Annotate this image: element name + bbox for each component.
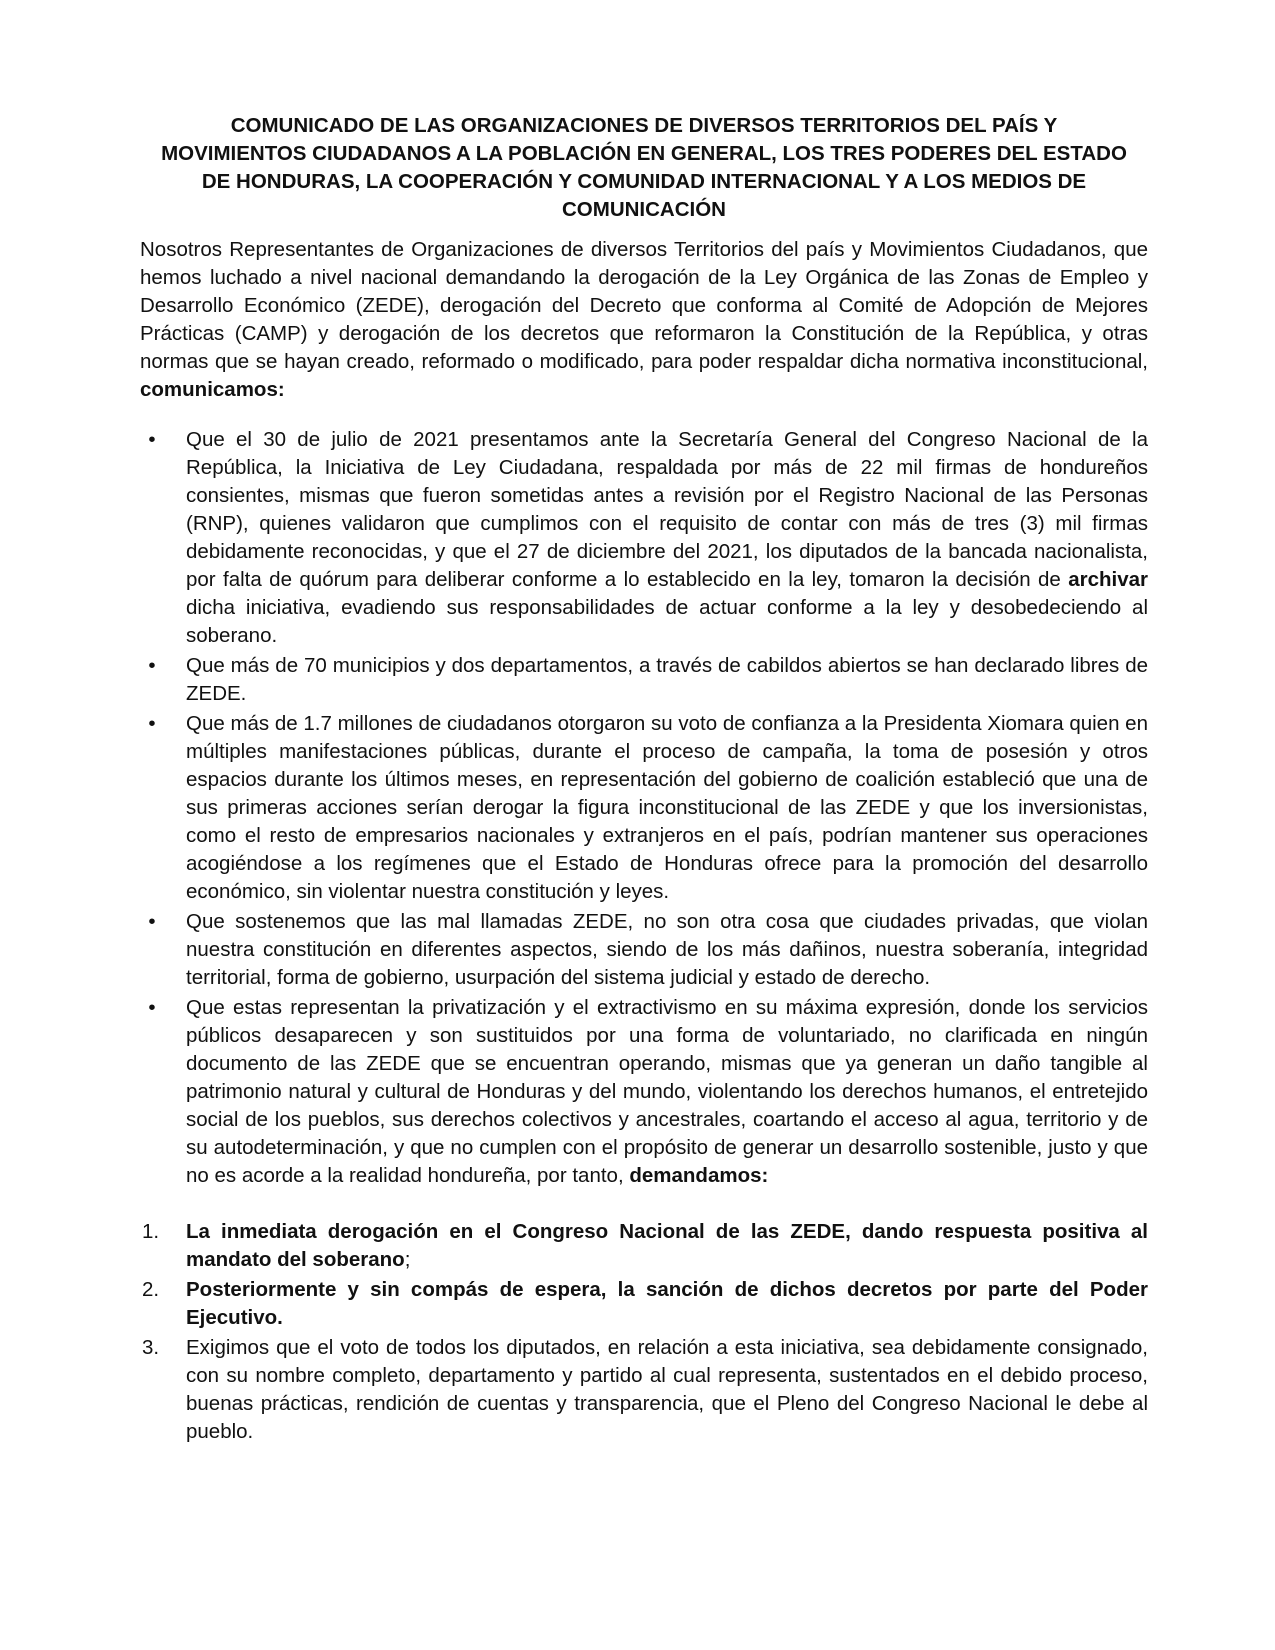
bullet-text: Que estas representan la privatización y el extractivismo en su máxima expresión, donde los servicios públicos desaparecen y son sustituidos por una forma de voluntariado, no clarificada en ningún documento de las ZEDE que se encuentran operando, mismas que ya generan un daño tangible al patrimonio natural y cultural de Honduras y del mundo, violentando los derechos humanos, el entretejido social de los pueblos, sus derechos colectivos y ancestrales, coartando el acceso al agua, territorio y de su autodeterminación, y que no cumplen con el propósito de generar un desarrollo sostenible, justo y que no es acorde a la realidad hondureña, por tanto, (186, 996, 1148, 1187)
bullet-marker: • (148, 996, 156, 1019)
bullet-bold: archivar (1068, 568, 1148, 591)
demand-number: 1. (142, 1220, 160, 1243)
demand-number: 2. (142, 1278, 160, 1301)
bullet-text: Que más de 1.7 millones de ciudadanos otorgaron su voto de confianza a la Presidenta Xiomara quien en múltiples manifestaciones públicas, durante el proceso de campaña, la toma de posesión y otros espacios durante los últimos meses, en representación del gobierno de coalición estableció que una de sus primeras acciones serían derogar la figura inconstitucional de las ZEDE y que los inversionistas, como el resto de empresarios nacionales y extranjeros en el país, podrían mantener sus operaciones acogiéndose a los regímenes que el Estado de Honduras ofrece para la promoción del desarrollo económico, sin violentar nuestra constitución y leyes. (186, 712, 1148, 903)
demand-bold: Posteriormente y sin compás de espera, la sanción de dichos decretos por parte del Poder Ejecutivo. (186, 1278, 1148, 1329)
bullet-marker: • (148, 428, 156, 451)
bullet-item (140, 652, 1148, 708)
bullet-marker: • (148, 712, 156, 735)
bullet-text: Que sostenemos que las mal llamadas ZEDE, no son otra cosa que ciudades privadas, que violan nuestra constitución en diferentes aspectos, siendo de los más dañinos, nuestra soberanía, integridad territorial, forma de gobierno, usurpación del sistema judicial y estado de derecho. (186, 910, 1148, 989)
bullet-text: Que más de 70 municipios y dos departamentos, a través de cabildos abiertos se han declarado libres de ZEDE. (186, 654, 1148, 705)
demand-bold: La inmediata derogación en el Congreso Nacional de las ZEDE, dando respuesta positiva al mandato del soberano (186, 1220, 1148, 1271)
document-page (140, 112, 1148, 1448)
demand-item (140, 1218, 1148, 1274)
bullet-item (140, 426, 1148, 650)
bullet-marker: • (148, 654, 156, 677)
bullet-list (140, 426, 1148, 1190)
demand-item (140, 1334, 1148, 1446)
demand-text: ; (404, 1248, 411, 1271)
bullet-marker: • (148, 910, 156, 933)
bullet-bold: demandamos: (629, 1164, 769, 1187)
intro-paragraph (140, 236, 1148, 404)
bullet-text: Que el 30 de julio de 2021 presentamos ante la Secretaría General del Congreso Nacional de la República, la Iniciativa de Ley Ciudadana, respaldada por más de 22 mil firmas de hondureños consientes, mismas que fueron sometidas antes a revisión por el Registro Nacional de las Personas (RNP), quienes validaron que cumplimos con el requisito de contar con más de tres (3) mil firmas debidamente reconocidas, y que el 27 de diciembre del 2021, los diputados de la bancada nacionalista, por falta de quórum para deliberar conforme a lo establecido en la ley, tomaron la decisión de (186, 428, 1148, 591)
demands-list (140, 1218, 1148, 1446)
intro-bold: comunicamos: (140, 378, 285, 401)
demand-item (140, 1276, 1148, 1332)
bullet-item (140, 710, 1148, 906)
document-title: COMUNICADO DE LAS ORGANIZACIONES DE DIVERSOS TERRITORIOS DEL PAÍS Y MOVIMIENTOS CIUDADANOS A LA POBLACIÓN EN GENERAL, LOS TRES PODERES DEL ESTADO DE HONDURAS, LA COOPERACIÓN Y COMUNIDAD INTERNACIONAL Y A LOS MEDIOS DE COMUNICACIÓN (161, 114, 1127, 221)
bullet-item (140, 994, 1148, 1190)
demand-number: 3. (142, 1336, 160, 1359)
bullet-item (140, 908, 1148, 992)
intro-text: Nosotros Representantes de Organizaciones de diversos Territorios del país y Movimientos Ciudadanos, que hemos luchado a nivel nacional demandando la derogación de la Ley Orgánica de las Zonas de Empleo y Desarrollo Económico (ZEDE), derogación del Decreto que conforma al Comité de Adopción de Mejores Prácticas (CAMP) y derogación de los decretos que reformaron la Constitución de la República, y otras normas que se hayan creado, reformado o modificado, para poder respaldar dicha normativa inconstitucional, (140, 238, 1148, 373)
bullet-text-after: dicha iniciativa, evadiendo sus responsabilidades de actuar conforme a la ley y desobedeciendo al soberano. (186, 596, 1148, 647)
demand-text: Exigimos que el voto de todos los diputados, en relación a esta iniciativa, sea debidamente consignado, con su nombre completo, departamento y partido al cual representa, sustentados en el debido proceso, buenas prácticas, rendición de cuentas y transparencia, que el Pleno del Congreso Nacional le debe al pueblo. (186, 1336, 1148, 1443)
